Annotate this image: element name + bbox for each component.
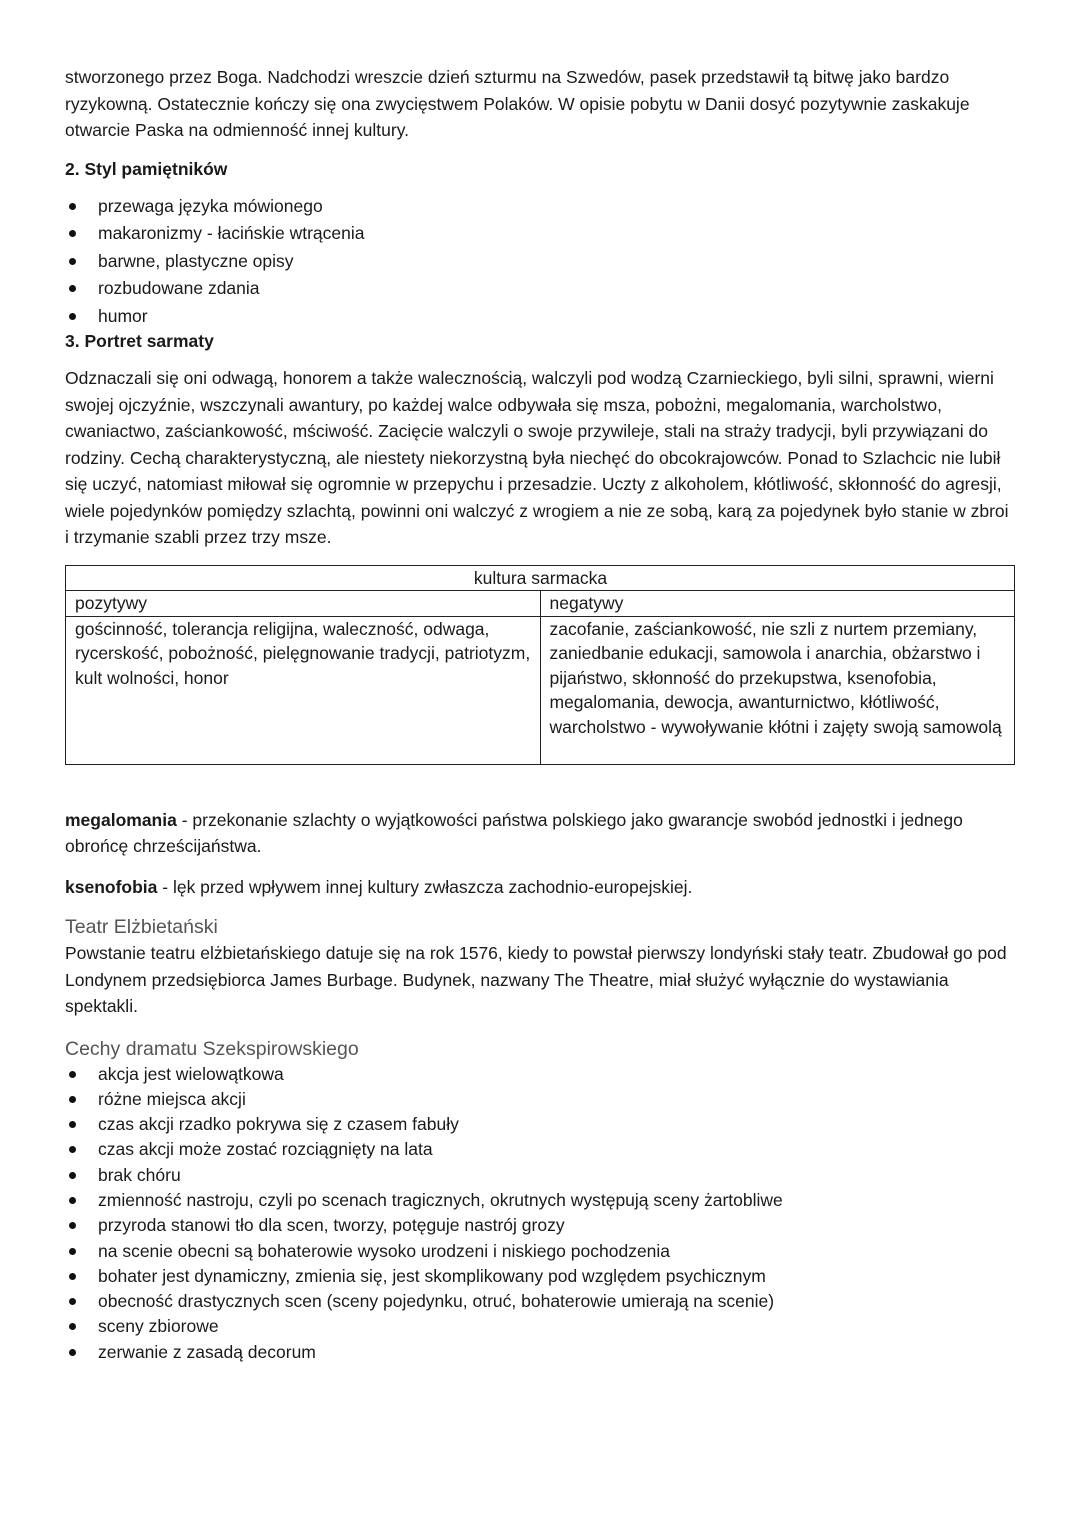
list-item: sceny zbiorowe bbox=[65, 1314, 1015, 1339]
intro-paragraph: stworzonego przez Boga. Nadchodzi wreszcie dzień szturmu na Szwedów, pasek przedstawił tą bitwę jako bardzo ryzykowną. Ostatecznie kończy się ona zwycięstwem Polaków. W opisie pobytu w Danii dosyć pozytywnie zaskakuje otwarcie Paska na odmienność innej kultury. bbox=[65, 67, 970, 140]
list-item: czas akcji może zostać rozciągnięty na lata bbox=[65, 1137, 1015, 1162]
teatr-heading: Teatr Elżbietański bbox=[65, 916, 218, 938]
list-item: akcja jest wielowątkowa bbox=[65, 1062, 1015, 1087]
teatr-paragraph: Powstanie teatru elżbietańskiego datuje się na rok 1576, kiedy to powstał pierwszy londyński stały teatr. Zbudował go pod Londynem przedsiębiorca James Burbage. Budynek, nazwany The Theatre, miał służyć wyłącznie do wystawiania spektakli. bbox=[65, 943, 1007, 1016]
document-page bbox=[65, 64, 1015, 1365]
table-cell-positive: gościnność, tolerancja religijna, waleczność, odwaga, rycerskość, pobożność, pielęgnowanie tradycji, patriotyzm, kult wolności, honor bbox=[66, 616, 541, 764]
styl-list bbox=[65, 193, 1015, 331]
list-item: przyroda stanowi tło dla scen, tworzy, potęguje nastrój grozy bbox=[65, 1213, 1015, 1238]
definition-megalomania bbox=[65, 807, 1015, 860]
definition-text: - lęk przed wpływem innej kultury zwłaszcza zachodnio-europejskiej. bbox=[157, 876, 693, 897]
list-item: zmienność nastroju, czyli po scenach tragicznych, okrutnych występują sceny żartobliwe bbox=[65, 1188, 1015, 1213]
section-heading-styl: 2. Styl pamiętników bbox=[65, 158, 228, 179]
definition-term: megalomania bbox=[65, 809, 177, 830]
table-cell-negative: zacofanie, zaściankowość, nie szli z nurtem przemiany, zaniedbanie edukacji, samowola i anarchia, obżarstwo i pijaństwo, skłonność do przekupstwa, ksenofobia, megalomania, dewocja, awanturnictwo, kłótliwość, warcholstwo - wywoływanie kłótni i zajęty swoją samowolą bbox=[540, 616, 1015, 764]
list-item: obecność drastycznych scen (sceny pojedynku, otruć, bohaterowie umierają na scenie) bbox=[65, 1289, 1015, 1314]
cechy-heading: Cechy dramatu Szekspirowskiego bbox=[65, 1037, 359, 1060]
definition-term: ksenofobia bbox=[65, 876, 158, 897]
list-item: brak chóru bbox=[65, 1163, 1015, 1188]
list-item: bohater jest dynamiczny, zmienia się, jest skomplikowany pod względem psychicznym bbox=[65, 1264, 1015, 1289]
list-item: przewaga języka mówionego bbox=[65, 193, 1015, 221]
list-item: makaronizmy - łacińskie wtrącenia bbox=[65, 220, 1015, 248]
kultura-sarmacka-table bbox=[65, 565, 1015, 765]
table-header-negative: negatywy bbox=[540, 591, 1015, 617]
list-item: czas akcji rzadko pokrywa się z czasem fabuły bbox=[65, 1112, 1015, 1137]
definition-text: - przekonanie szlachty o wyjątkowości państwa polskiego jako gwarancje swobód jednostki i jednego obrońcę chrześcijaństwa. bbox=[65, 809, 963, 856]
list-item: zerwanie z zasadą decorum bbox=[65, 1340, 1015, 1365]
section-heading-portret: 3. Portret sarmaty bbox=[65, 331, 214, 351]
list-item: barwne, plastyczne opisy bbox=[65, 248, 1015, 276]
definition-ksenofobia bbox=[65, 874, 1015, 901]
cechy-list bbox=[65, 1062, 1015, 1366]
list-item: humor bbox=[65, 303, 1015, 331]
table-header-positive: pozytywy bbox=[66, 591, 541, 617]
portret-paragraph: Odznaczali się oni odwagą, honorem a także walecznością, walczyli pod wodzą Czarnieckiego, byli silni, sprawni, wierni swojej ojczyźnie, wszczynali awantury, po każdej walce odbywała się msza, pobożni, megalomania, warcholstwo, cwaniactwo, zaściankowość, mściwość. Zacięcie walczyli o swoje przywileje, stali na straży tradycji, byli przywiązani do rodziny. Cechą charakterystyczną, ale niestety niekorzystną była niechęć do obcokrajowców. Ponad to Szlachcic nie lubił się uczyć, natomiast miłował się ogromnie w przepychu i przesadzie. Uczty z alkoholem, kłótliwość, skłonność do agresji, wiele pojedynków pomiędzy szlachtą, powinni oni walczyć z wrogiem a nie ze sobą, karą za pojedynek było stanie w zbroi i trzymanie szabli przez trzy msze. bbox=[65, 368, 1009, 547]
list-item: rozbudowane zdania bbox=[65, 275, 1015, 303]
list-item: różne miejsca akcji bbox=[65, 1087, 1015, 1112]
table-title: kultura sarmacka bbox=[66, 565, 1015, 591]
list-item: na scenie obecni są bohaterowie wysoko urodzeni i niskiego pochodzenia bbox=[65, 1239, 1015, 1264]
